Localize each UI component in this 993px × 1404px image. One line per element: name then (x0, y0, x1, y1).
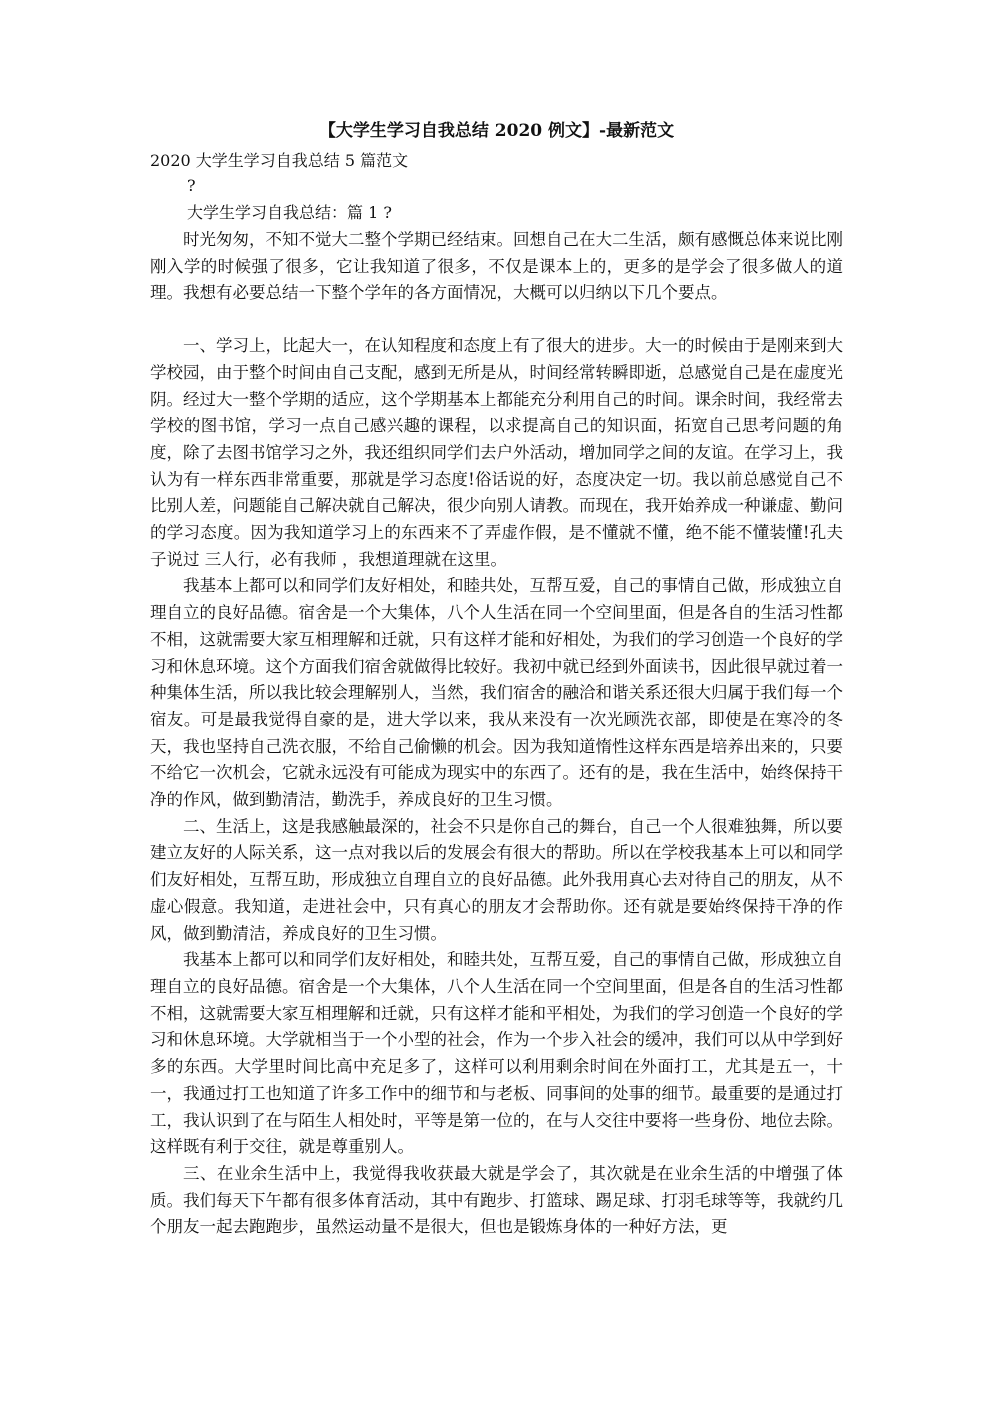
document-title: 【大学生学习自我总结 2020 例文】-最新范文 (318, 121, 675, 141)
paragraph: 我基本上都可以和同学们友好相处，和睦共处，互帮互爱，自己的事情自己做，形成独立自理自立的良好品德。宿舍是一个大集体，八个人生活在同一个空间里面，但是各自的生活习性都不相，这就需要大家互相理解和迁就，只有这样才能和好相处，为我们的学习创造一个良好的学习和休息环境。这个方面我们宿舍就做得比较好。我初中就已经到外面读书，因此很早就过着一种集体生活，所以我比较会理解别人，当然，我们宿舍的融洽和谐关系还很大归属于我们每一个宿友。可是最我觉得自豪的是，进大学以来，我从来没有一次光顾洗衣部，即使是在寒冷的冬天，我也坚持自己洗衣服，不给自己偷懒的机会。因为我知道惰性这样东西是培养出来的，只要不给它一次机会，它就永远没有可能成为现实中的东西了。还有的是，我在生活中，始终保持干净的作风，做到勤清洁，勤洗手，养成良好的卫生习惯。 (150, 576, 843, 810)
paragraph: 我基本上都可以和同学们友好相处，和睦共处，互帮互爱，自己的事情自己做，形成独立自理自立的良好品德。宿舍是一个大集体，八个人生活在同一个空间里面，但是各自的生活习性都不相，这就需要大家互相理解和迁就，只有这样才能和平相处，为我们的学习创造一个良好的学习和休息环境。大学就相当于一个小型的社会，作为一个步入社会的缓冲，我们可以从中学到好多的东西。大学里时间比高中充足多了，这样可以利用剩余时间在外面打工，尤其是五一，十一，我通过打工也知道了许多工作中的细节和与老板、同事间的处事的细节。最重要的是通过打工，我认识到了在与陌生人相处时，平等是第一位的，在与人交往中要将一些身份、地位去除。这样既有利于交往，就是尊重别人。 (150, 950, 843, 1157)
paragraph: 时光匆匆，不知不觉大二整个学期已经结束。回想自己在大二生活，颇有感慨总体来说比刚刚入学的时候强了很多，它让我知道了很多，不仅是课本上的，更多的是学会了很多做人的道理。我想有必要总结一下整个学年的各方面情况，大概可以归纳以下几个要点。 (150, 230, 843, 303)
section-heading: 大学生学习自我总结：篇 1 ? (187, 203, 392, 222)
paragraph: 一、学习上，比起大一，在认知程度和态度上有了很大的进步。大一的时候由于是刚来到大学校园，由于整个时间由自己支配，感到无所是从，时间经常转瞬即逝，总感觉自己是在虚度光阴。经过大一整个学期的适应，这个学期基本上都能充分利用自己的时间。课余时间，我经常去学校的图书馆，学习一点自己感兴趣的课程，以求提高自己的知识面，拓宽自己思考问题的角度，除了去图书馆学习之外，我还组织同学们去户外活动，增加同学之间的友谊。在学习上，我认为有一样东西非常重要，那就是学习态度!俗话说的好，态度决定一切。我以前总感觉自己不比别人差，问题能自己解决就自己解决，很少向别人请教。而现在，我开始养成一种谦虚、勤问的学习态度。因为我知道学习上的东西来不了弄虚作假，是不懂就不懂，绝不能不懂装懂!孔夫子说过 三人行，必有我师 ，我想道理就在这里。 (150, 336, 843, 569)
document-body (150, 227, 843, 1241)
paragraph: 三、在业余生活中上，我觉得我收获最大就是学会了，其次就是在业余生活的中增强了体质。我们每天下午都有很多体育活动，其中有跑步、打篮球、踢足球、打羽毛球等等，我就约几个朋友一起去跑跑步，虽然运动量不是很大，但也是锻炼身体的一种好方法，更 (150, 1163, 843, 1237)
paragraph: 二、生活上，这是我感触最深的，社会不只是你自己的舞台，自己一个人很难独舞，所以要建立友好的人际关系，这一点对我以后的发展会有很大的帮助。所以在学校我基本上可以和同学们友好相处，互帮互助，形成独立自理自立的良好品德。此外我用真心去对待自己的朋友，从不虚心假意。我知道，走进社会中，只有真心的朋友才会帮助你。还有就是要始终保持干净的作风，做到勤清洁，养成良好的卫生习惯。 (150, 816, 843, 943)
question-mark-marker: ? (187, 176, 196, 195)
document-subtitle: 2020 大学生学习自我总结 5 篇范文 (150, 151, 409, 170)
